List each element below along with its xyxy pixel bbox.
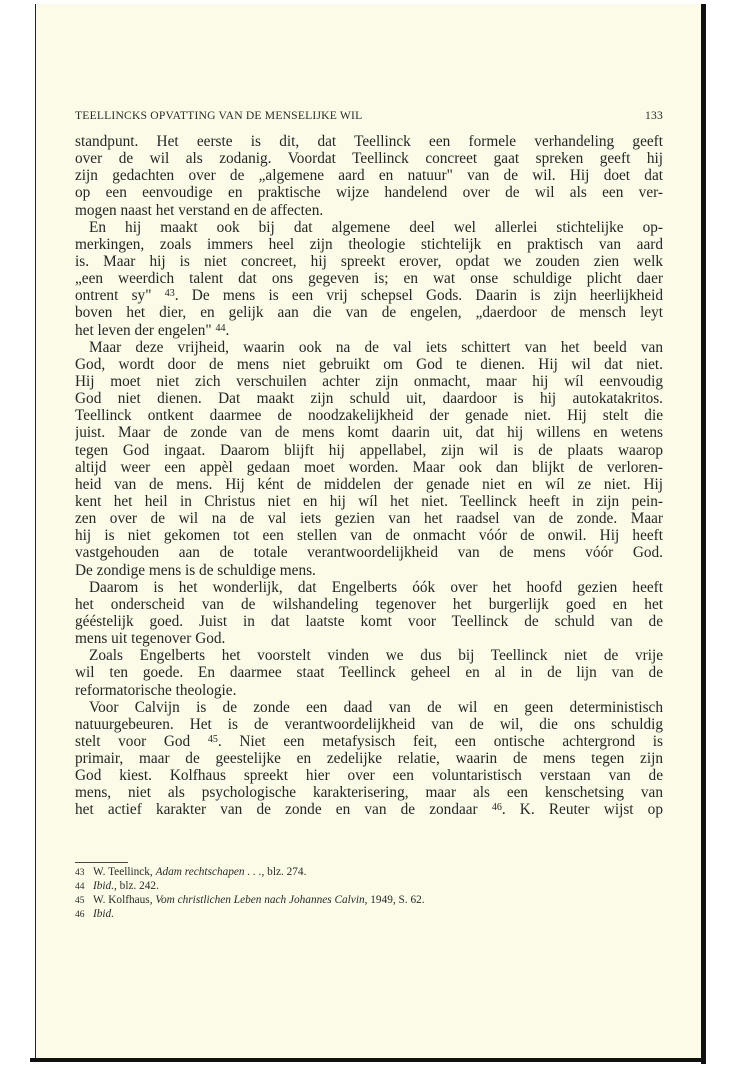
text-run: wil ten goede. En daarmee staat Teellinck geheel en al in de lijn van de (75, 664, 663, 682)
text-run: boven het dier, en gelijk aan die van de engelen, „daerdoor de mensch leyt (75, 304, 663, 322)
text-run: De zondige mens is de schuldige mens. (75, 561, 316, 579)
text-line (75, 716, 663, 733)
text-line (75, 767, 663, 784)
text-run: zen over de wil na de val iets gezien van het raadsel van de zonde. Maar (75, 510, 663, 528)
footnote-number: 44 (75, 882, 85, 892)
text-run: W. Kolfhaus, (93, 894, 156, 906)
running-header (75, 109, 663, 122)
text-run: , blz. 274. (261, 866, 307, 878)
page-number: 133 (645, 109, 663, 122)
text-line (75, 236, 663, 253)
text-run: mens uit tegenover God. (75, 630, 226, 648)
text-run: juist. Maar de zonde van de mens komt daarin uit, dat hij willens en wetens (75, 424, 663, 442)
text-run: tegen God ingaat. Daarom blijft hij appellabel, zijn wil is de plaats waarop (75, 441, 663, 459)
text-line (75, 270, 663, 287)
italic-text: Ibid. (93, 908, 115, 920)
paragraph (75, 133, 663, 219)
text-line (75, 527, 663, 544)
text-line (75, 544, 663, 561)
text-run: primair, maar de geestelijke en zedelijke relatie, waarin de mens tegen zijn (75, 750, 663, 768)
text-run: Maar deze vrijheid, waarin ook na de val iets schittert van het beeld van (89, 338, 663, 356)
text-line (75, 596, 663, 613)
text-line (75, 287, 663, 304)
footnote-separator (75, 862, 128, 863)
text-line (75, 407, 663, 424)
italic-text: Ibid. (93, 880, 115, 892)
text-line (75, 562, 663, 579)
text-run: W. Teellinck, (93, 866, 156, 878)
italic-text: Adam rechtschapen . . . (155, 866, 262, 878)
text-run: merkingen, zoals immers heel zijn theologie stichtelijk en praktisch van aard (75, 235, 663, 253)
text-run: het onderscheid van de wilshandeling tegenover het burgerlijk goed en het (75, 595, 663, 613)
text-run: op een eenvoudige en praktische wijze handelend over de wil als een ver- (75, 184, 663, 202)
text-run: Daarom is het wonderlijk, dat Engelberts óók over het hoofd gezien heeft (89, 578, 663, 596)
text-line (75, 476, 663, 493)
text-run: . De mens is een vrij schepsel Gods. Daarin is zijn heerlijkheid (174, 287, 663, 305)
text-line (75, 682, 663, 699)
text-line (75, 733, 663, 750)
text-line (75, 167, 663, 184)
text-line (75, 356, 663, 373)
text-run: zijn gedachten over de „algemene aard en natuur" van de wil. Hij doet dat (75, 167, 663, 185)
text-run: Hij moet niet zich verschuilen achter zijn onmacht, maar hij wíl eenvoudig (75, 372, 663, 390)
text-run: gééstelijk goed. Juist in dat laatste komt voor Teellinck de schuld van de (75, 612, 663, 630)
footnote (75, 907, 425, 921)
text-run: is. Maar hij is niet concreet, hij spreekt erover, opdat we zouden zien welk (75, 252, 663, 270)
italic-text: Vom christlichen Leben nach Johannes Calvin (155, 894, 365, 906)
text-line (75, 613, 663, 630)
footnote-number: 46 (75, 910, 85, 920)
text-run: stelt voor God (75, 732, 208, 750)
text-run: God niet dienen. Dat maakt zijn schuld uit, daardoor is hij autokatakritos. (75, 390, 663, 408)
text-run: En hij maakt ook bij dat algemene deel wel allerlei stichtelijke op- (89, 218, 663, 236)
paragraph (75, 579, 663, 648)
text-run: Teellinck ontkent daarmee de noodzakelijkheid der genade niet. Hij stelt die (75, 407, 663, 425)
text-line (75, 664, 663, 681)
text-run: reformatorische theologie. (75, 681, 237, 699)
footnote-reference: 43 (164, 288, 175, 300)
text-run: God kiest. Kolfhaus spreekt hier over een voluntaristisch verstaan van de (75, 767, 663, 785)
text-line (75, 510, 663, 527)
footnote (75, 879, 425, 893)
text-line (75, 442, 663, 459)
text-line (75, 750, 663, 767)
text-line (75, 133, 663, 150)
text-line (75, 579, 663, 596)
text-run: ontrent sy" (75, 287, 165, 305)
text-run: „een weerdich talent dat ons gegeven is; en wat onse schuldige plicht daer (75, 270, 663, 288)
footnote-reference: 46 (491, 802, 502, 814)
footnotes (75, 865, 425, 921)
text-line (75, 630, 663, 647)
text-line (75, 339, 663, 356)
text-line (75, 373, 663, 390)
text-line (75, 322, 663, 339)
text-line (75, 253, 663, 270)
footnote-number: 45 (75, 896, 85, 906)
text-run: vastgehouden aan de totale verantwoordelijkheid van de mens vóór God. (75, 544, 663, 562)
text-line (75, 304, 663, 321)
text-run: , blz. 242. (114, 880, 159, 892)
scan-edge-bottom (30, 1058, 706, 1062)
text-line (75, 219, 663, 236)
text-line (75, 424, 663, 441)
text-run: . Niet een metafysisch feit, een ontische achtergrond is (217, 732, 663, 750)
text-run: het actief karakter van de zonde en van de zondaar (75, 801, 492, 819)
footnote-number: 43 (75, 868, 85, 878)
footnote-reference: 44 (215, 322, 226, 334)
paragraph (75, 219, 663, 339)
text-line (75, 150, 663, 167)
text-line (75, 202, 663, 219)
text-run: , 1949, S. 62. (364, 894, 425, 906)
scan-edge-right (701, 4, 706, 1064)
footnote (75, 865, 425, 879)
text-run: . K. Reuter wijst op (501, 801, 663, 819)
text-run: over de wil als zodanig. Voordat Teellinck concreet gaat spreken geeft hij (75, 150, 663, 168)
text-run: Zoals Engelberts het voorstelt vinden we dus bij Teellinck niet de vrije (89, 647, 663, 665)
text-line (75, 699, 663, 716)
paragraph (75, 647, 663, 698)
text-run: mogen naast het verstand en de affecten. (75, 201, 324, 219)
text-line (75, 390, 663, 407)
text-line (75, 459, 663, 476)
text-run: . (225, 321, 230, 339)
text-run: het leven der engelen" (75, 321, 216, 339)
text-run: altijd weer een appèl gedaan moet worden. Maar ook dan blijkt de verloren- (75, 458, 663, 476)
text-run: hij is niet gekomen tot een stellen van de onmacht vóór de onwil. Hij heeft (75, 527, 663, 545)
text-line (75, 784, 663, 801)
text-run: standpunt. Het eerste is dit, dat Teellinck een formele verhandeling geeft (75, 133, 663, 150)
footnote-reference: 45 (207, 733, 218, 745)
running-title: TEELLINCKS OPVATTING VAN DE MENSELIJKE WIL (75, 109, 363, 122)
text-line (75, 647, 663, 664)
footnote (75, 893, 425, 907)
paragraph (75, 699, 663, 819)
text-line (75, 801, 663, 818)
text-line (75, 184, 663, 201)
paragraph (75, 339, 663, 579)
body-text (75, 133, 663, 819)
text-run: heid van de mens. Hij ként de middelen der genade niet en wíl ze niet. Hij (75, 475, 663, 493)
text-line (75, 493, 663, 510)
text-run: mens, niet als psychologische karakterisering, maar als een kenschetsing van (75, 784, 663, 802)
text-run: kent het heil in Christus niet en hij wíl het niet. Teellinck heeft in zijn pein- (75, 492, 663, 510)
text-run: Voor Calvijn is de zonde een daad van de wil en geen deterministisch (89, 698, 663, 716)
text-run: natuurgebeuren. Het is de verantwoordelijkheid van de wil, die ons schuldig (75, 715, 663, 733)
text-run: God, wordt door de mens niet gebruikt om God te dienen. Hij wil dat niet. (75, 355, 663, 373)
